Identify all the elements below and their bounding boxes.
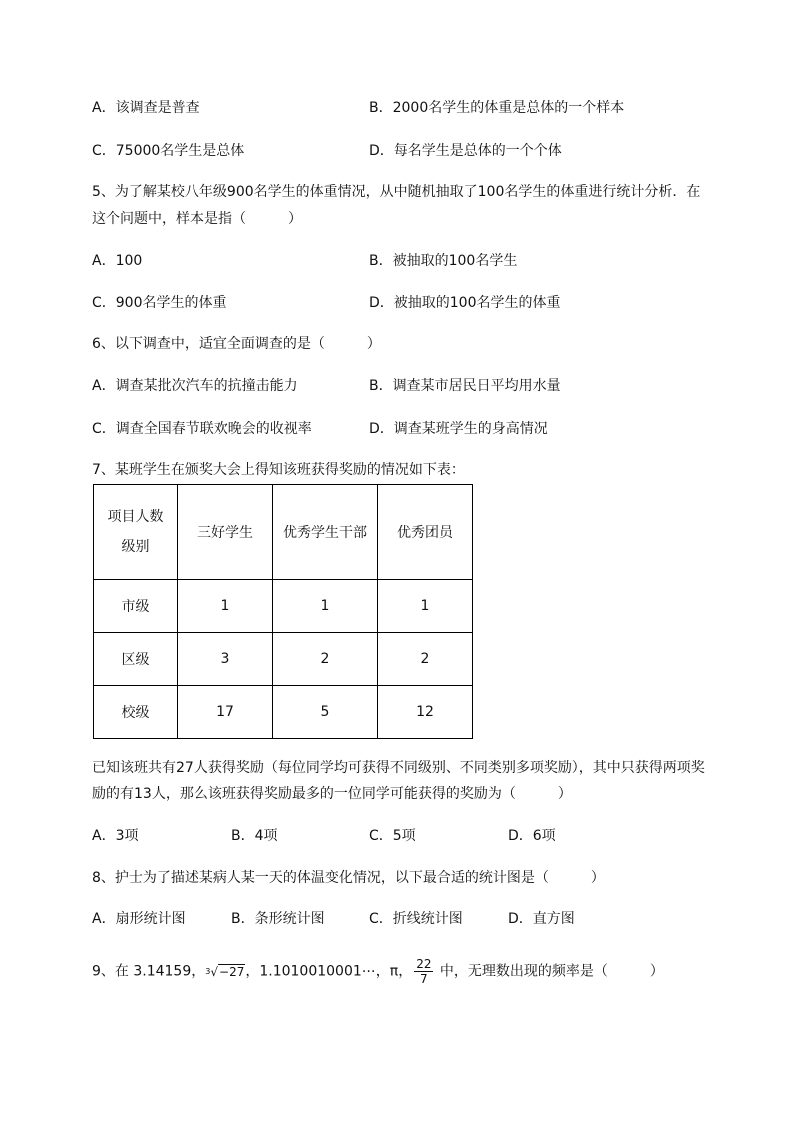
q4-option-a: A．该调查是普查 bbox=[92, 100, 200, 116]
q6-option-c: C．调查全国春节联欢晚会的收视率 bbox=[92, 421, 312, 437]
q8-option-a: A．扇形统计图 bbox=[92, 911, 186, 927]
table-cell: 2 bbox=[273, 633, 378, 686]
table-cell: 2 bbox=[378, 633, 473, 686]
table-corner-cell bbox=[94, 485, 178, 580]
q8-stem: 8、护士为了描述某病人某一天的体温变化情况，以下最合适的统计图是（ ） bbox=[92, 870, 605, 886]
root-index: 3 bbox=[205, 966, 211, 976]
fraction-expression bbox=[414, 957, 433, 986]
q4-option-c: C．75000名学生是总体 bbox=[92, 143, 245, 159]
q8-option-c: C．折线统计图 bbox=[369, 911, 463, 927]
table-header-cell: 三好学生 bbox=[178, 485, 273, 580]
q9-stem bbox=[92, 957, 664, 986]
q7-option-b: B．4项 bbox=[231, 828, 278, 844]
q5-option-b: B．被抽取的100名学生 bbox=[369, 253, 518, 269]
q4-option-b: B．2000名学生的体重是总体的一个样本 bbox=[369, 100, 625, 116]
award-table bbox=[93, 484, 473, 739]
table-cell: 1 bbox=[378, 580, 473, 633]
q6-stem: 6、以下调查中，适宜全面调查的是（ ） bbox=[92, 336, 381, 352]
fraction-denominator: 7 bbox=[420, 972, 428, 986]
table-row bbox=[94, 686, 473, 739]
q9-suffix: 中，无理数出现的频率是（ ） bbox=[435, 963, 664, 980]
q6-option-d: D．调查某班学生的身高情况 bbox=[369, 421, 548, 437]
q9-middle: ，1.1010010001⋯，π， bbox=[245, 963, 413, 980]
row-label: 校级 bbox=[94, 686, 178, 739]
table-header-row bbox=[94, 485, 473, 580]
table-header-cell: 优秀学生干部 bbox=[273, 485, 378, 580]
q8-option-b: B．条形统计图 bbox=[231, 911, 325, 927]
row-label: 市级 bbox=[94, 580, 178, 633]
q7-paragraph-line2: 励的有13人，那么该班获得奖励最多的一位同学可能获得的奖励为（ ） bbox=[92, 786, 572, 802]
q7-option-a: A．3项 bbox=[92, 828, 139, 844]
q7-option-d: D．6项 bbox=[508, 828, 556, 844]
row-label: 区级 bbox=[94, 633, 178, 686]
root-radicand: −27 bbox=[219, 964, 245, 979]
q8-option-d: D．直方图 bbox=[508, 911, 575, 927]
q9-prefix: 9、在 3.14159， bbox=[92, 963, 206, 980]
corner-label-level: 级别 bbox=[121, 539, 150, 555]
table-cell: 12 bbox=[378, 686, 473, 739]
q5-option-c: C．900名学生的体重 bbox=[92, 295, 227, 311]
table-cell: 5 bbox=[273, 686, 378, 739]
table-row bbox=[94, 633, 473, 686]
table-cell: 1 bbox=[178, 580, 273, 633]
cube-root-expression: $^3$√−27 bbox=[205, 964, 245, 979]
table-cell: 17 bbox=[178, 686, 273, 739]
q7-stem: 7、某班学生在颁奖大会上得知该班获得奖励的情况如下表： bbox=[92, 462, 465, 478]
q7-option-c: C．5项 bbox=[369, 828, 416, 844]
fraction-numerator: 22 bbox=[416, 957, 432, 971]
q4-option-d: D．每名学生是总体的一个个体 bbox=[369, 143, 562, 159]
table-header-cell: 优秀团员 bbox=[378, 485, 473, 580]
q5-option-a: A．100 bbox=[92, 253, 143, 269]
q5-stem-line1: 5、为了解某校八年级900名学生的体重情况，从中随机抽取了100名学生的体重进行统计分析．在 bbox=[92, 184, 701, 200]
q5-option-d: D．被抽取的100名学生的体重 bbox=[369, 295, 561, 311]
q6-option-a: A．调查某批次汽车的抗撞击能力 bbox=[92, 378, 298, 394]
table-row bbox=[94, 580, 473, 633]
q7-paragraph-line1: 已知该班共有27人获得奖励（每位同学均可获得不同级别、不同类别多项奖励），其中只获得两项奖 bbox=[92, 760, 705, 776]
q6-option-b: B．调查某市居民日平均用水量 bbox=[369, 378, 561, 394]
table-cell: 1 bbox=[273, 580, 378, 633]
table-cell: 3 bbox=[178, 633, 273, 686]
corner-label-items: 项目人数 bbox=[107, 509, 164, 525]
q5-stem-line2: 这个问题中，样本是指（ ） bbox=[92, 211, 302, 227]
